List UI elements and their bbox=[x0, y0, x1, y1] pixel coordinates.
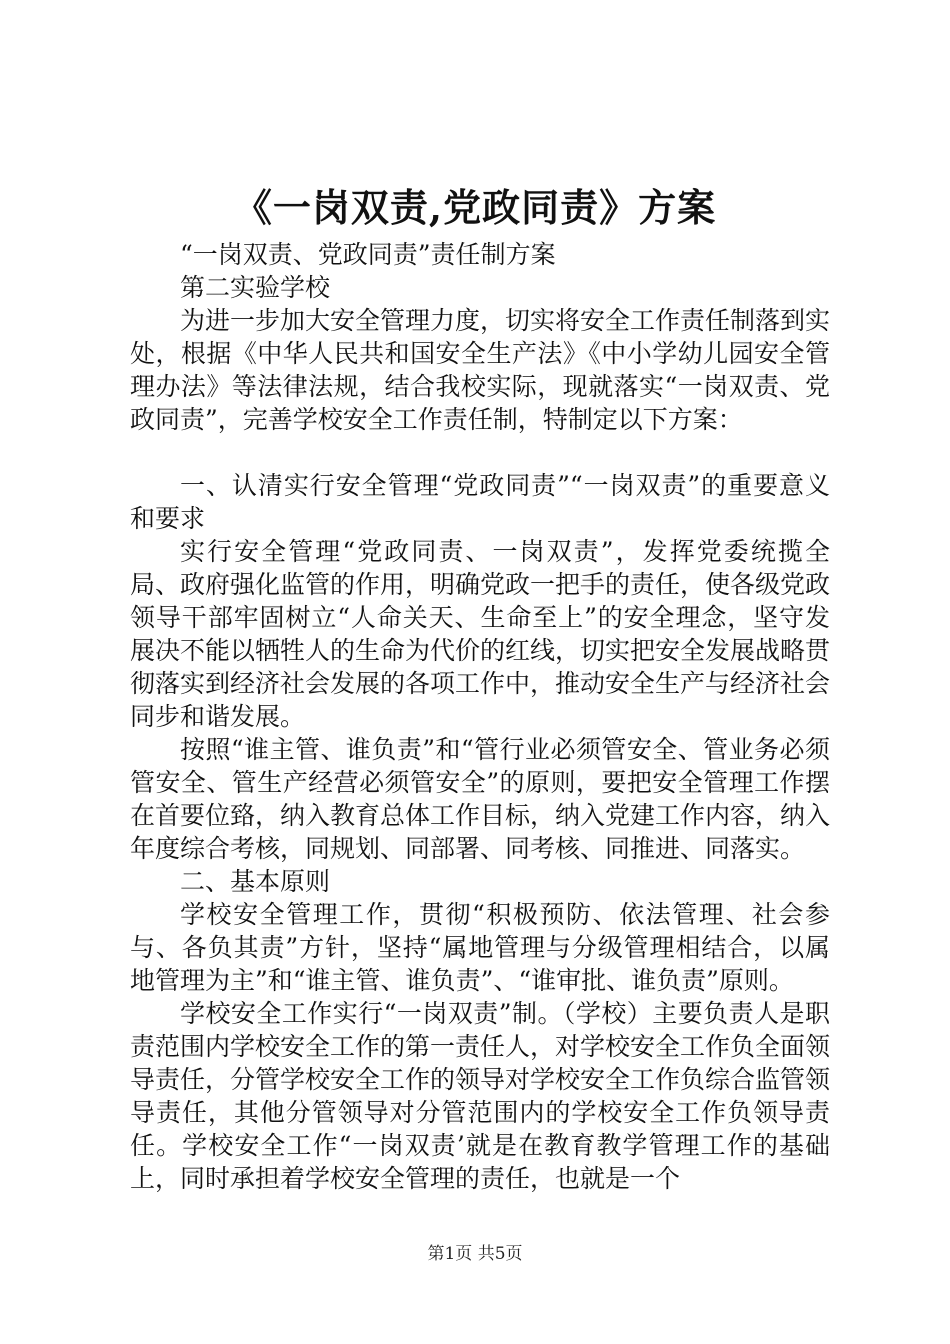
body-paragraph: 学校安全工作实行“一岗双责”制。（学校）主要负责人是职责范围内学校安全工作的第一责任人，对学校安全工作负全面领导责任，分管学校安全工作的领导对学校安全工作负综合监管领导责任，其他分管领导对分管范围内的学校安全工作负领导责任。学校安全工作“一岗双责’就是在教育教学管理工作的基础上，同时承担着学校安全管理的责任，也就是一个 bbox=[130, 999, 831, 1193]
intro-paragraph: 为进一步加大安全管理力度，切实将安全工作责任制落到实处，根据《中华人民共和国安全生产法》《中小学幼儿园安全管理办法》等法律法规，结合我校实际，现就落实“一岗双责、党政同责”，完善学校安全工作责任制，特制定以下方案： bbox=[130, 306, 831, 434]
page-number: 第1页 共5页 bbox=[427, 1244, 523, 1264]
subtitle: “一岗双责、党政同责”责任制方案 bbox=[180, 240, 556, 269]
section-heading-1: 一、认清实行安全管理“党政同责”“一岗双责”的重要意义和要求 bbox=[130, 471, 830, 533]
school-name: 第二实验学校 bbox=[180, 273, 331, 302]
section-heading-2: 二、基本原则 bbox=[180, 867, 331, 896]
body-paragraph: 按照“谁主管、谁负责”和“管行业必须管安全、管业务必须管安全、管生产经营必须管安全”的原则，要把安全管理工作摆在首要位臵，纳入教育总体工作目标，纳入党建工作内容，纳入年度综合考核，同规划、同部署、同考核、同推进、同落实。 bbox=[130, 735, 831, 863]
body-paragraph: 学校安全管理工作，贯彻“积极预防、依法管理、社会参与、各负其责”方针，坚持“属地管理与分级管理相结合，以属地管理为主”和“谁主管、谁负责”、“谁审批、谁负责”原则。 bbox=[130, 900, 830, 995]
document-body bbox=[130, 238, 830, 1195]
body-paragraph: 实行安全管理“党政同责、一岗双责”，发挥党委统揽全局、政府强化监管的作用，明确党政一把手的责任，使各级党政领导干部牢固树立“人命关天、生命至上”的安全理念，坚守发展决不能以牺牲人的生命为代价的红线，切实把安全发展战略贯彻落实到经济社会发展的各项工作中，推动安全生产与经济社会同步和谐发展。 bbox=[130, 537, 831, 731]
blank-line bbox=[130, 436, 830, 469]
document-title: 《一岗双责,党政同责》方案 bbox=[233, 185, 717, 230]
